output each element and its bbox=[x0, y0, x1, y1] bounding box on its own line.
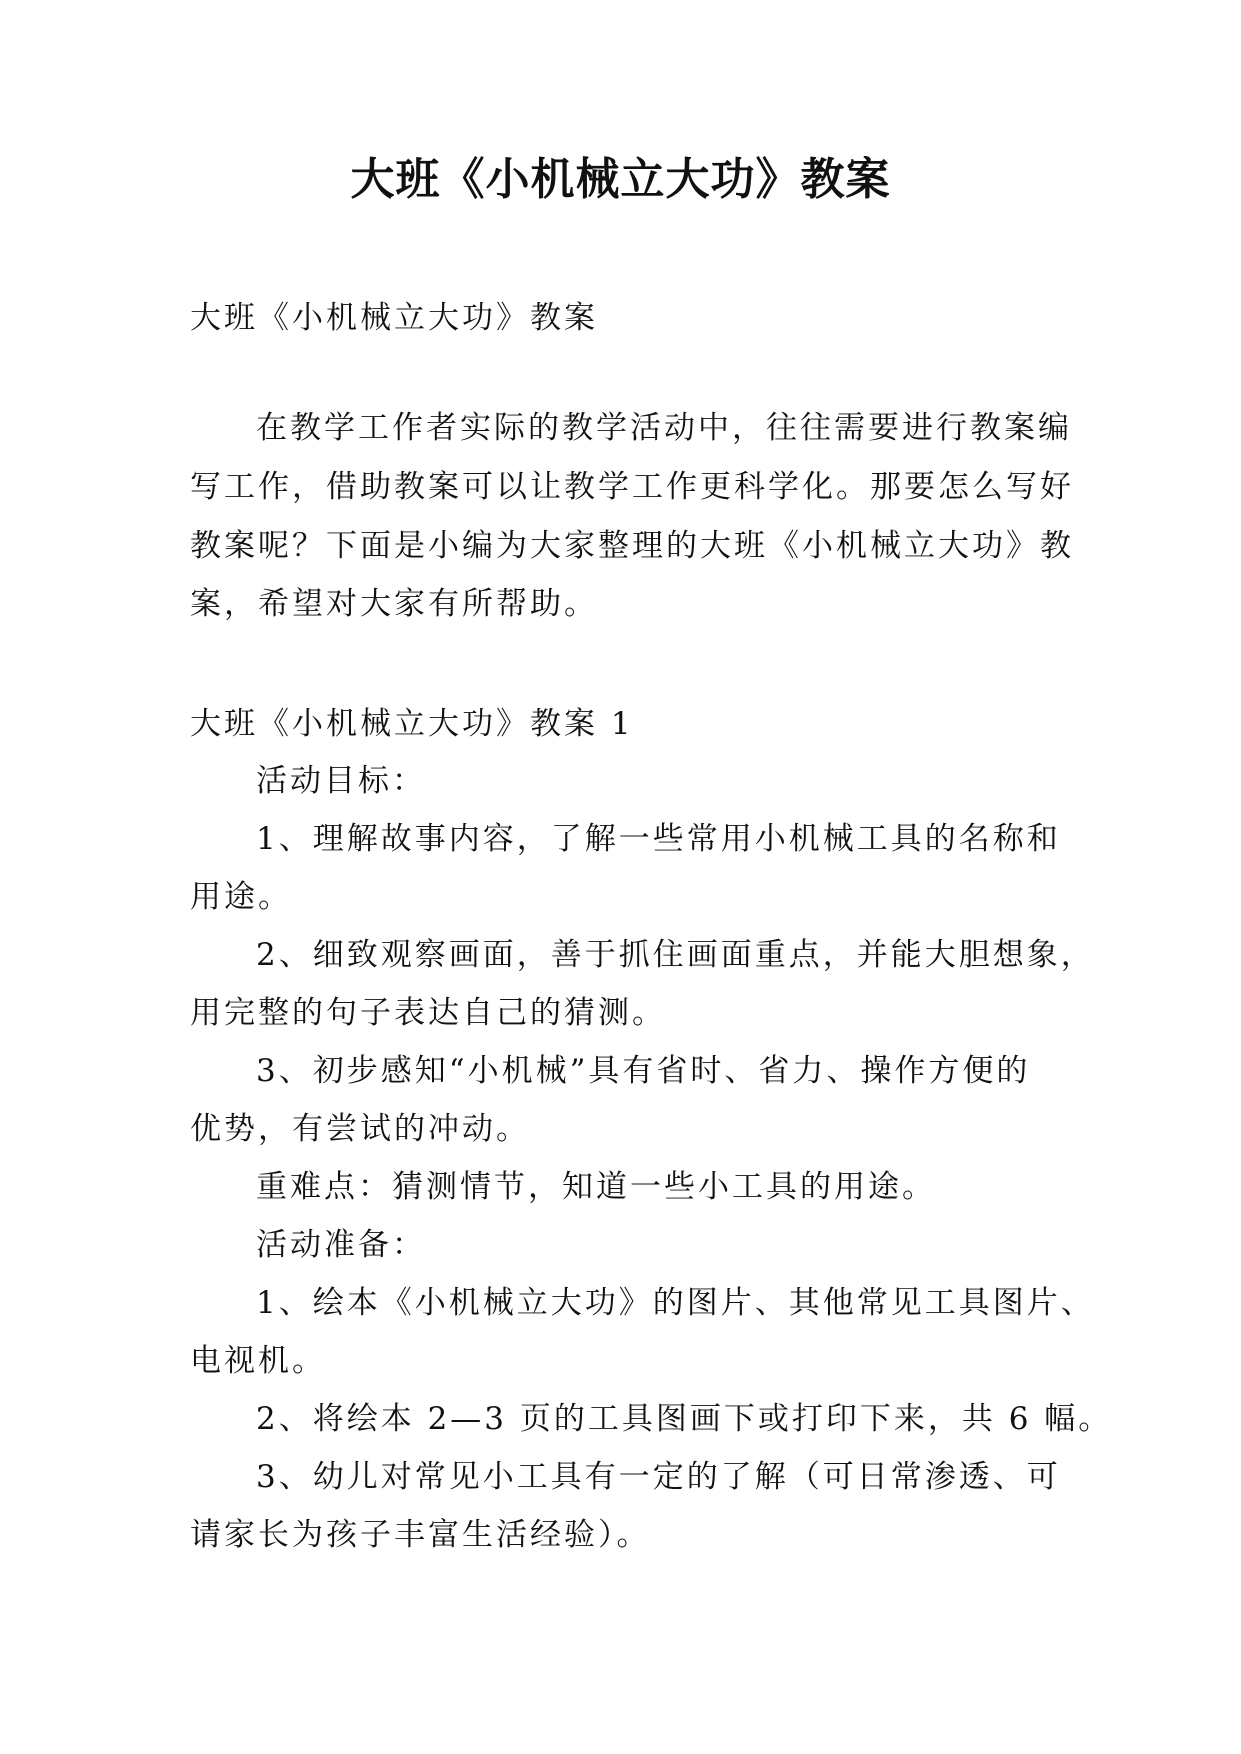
body-line: 2、将绘本 2—3 页的工具图画下或打印下来，共 6 幅。 bbox=[256, 1401, 1113, 1437]
body-line: 3、初步感知“小机械”具有省时、省力、操作方便的 bbox=[256, 1053, 1031, 1089]
body-line: 活动目标： bbox=[256, 763, 426, 799]
body-line: 1、理解故事内容，了解一些常用小机械工具的名称和 bbox=[256, 821, 1061, 857]
intro-line-4: 案，希望对大家有所帮助。 bbox=[190, 586, 598, 622]
body-line: 优势，有尝试的冲动。 bbox=[190, 1111, 530, 1147]
body-line: 1、绘本《小机械立大功》的图片、其他常见工具图片、 bbox=[256, 1285, 1095, 1321]
body-line: 重难点：猜测情节，知道一些小工具的用途。 bbox=[256, 1169, 936, 1205]
body-line: 用途。 bbox=[190, 879, 292, 915]
body-line: 用完整的句子表达自己的猜测。 bbox=[190, 995, 666, 1031]
section-heading: 大班《小机械立大功》教案 1 bbox=[190, 706, 634, 742]
body-line: 请家长为孩子丰富生活经验）。 bbox=[190, 1517, 651, 1553]
body-line: 电视机。 bbox=[190, 1343, 326, 1379]
body-line: 活动准备： bbox=[256, 1227, 426, 1263]
body-line: 3、幼儿对常见小工具有一定的了解（可日常渗透、可 bbox=[256, 1459, 1061, 1495]
document-subtitle: 大班《小机械立大功》教案 bbox=[190, 300, 598, 336]
body-line: 2、细致观察画面，善于抓住画面重点，并能大胆想象， bbox=[256, 937, 1095, 973]
intro-line-3: 教案呢？下面是小编为大家整理的大班《小机械立大功》教 bbox=[190, 528, 1074, 564]
intro-line-2: 写工作，借助教案可以让教学工作更科学化。那要怎么写好 bbox=[190, 469, 1074, 505]
document-title: 大班《小机械立大功》教案 bbox=[350, 154, 891, 205]
intro-line-1: 在教学工作者实际的教学活动中，往往需要进行教案编 bbox=[256, 410, 1072, 446]
